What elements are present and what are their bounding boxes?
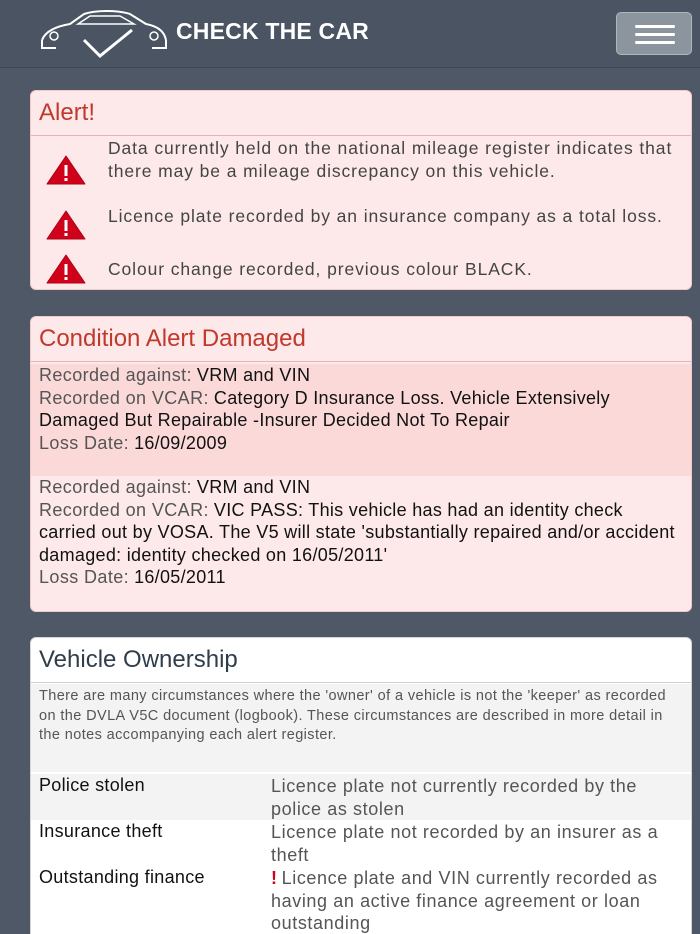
ownership-intro-text: There are many circumstances where the 'owner' of a vehicle is not the 'keeper' as recorded on the DVLA V5C document (logbook). These circumstances are described in more detail in the notes accompanying each alert register.	[31, 684, 691, 772]
recorded-against-value: VRM and VIN	[196, 365, 311, 385]
ownership-row-value	[271, 867, 679, 934]
alert-item	[31, 205, 691, 251]
loss-date-value: 16/09/2009	[134, 432, 228, 453]
recorded-on-line	[39, 499, 683, 567]
ownership-row	[31, 866, 691, 934]
condition-record	[31, 476, 691, 612]
alert-item-text: Licence plate recorded by an insurance company as a total loss.	[108, 206, 663, 226]
condition-alert-panel	[30, 316, 692, 612]
recorded-on-value: VIC PASS: This vehicle has had an identity check carried out by VOSA. The V5 will state 'substantially repaired and/or accident damaged: identity checked on 16/05/2011'	[39, 499, 675, 565]
ownership-row-value-text: Licence plate not currently recorded by the police as stolen	[271, 776, 637, 819]
alert-item-text: Colour change recorded, previous colour BLACK.	[108, 259, 533, 279]
alert-panel-title: Alert!	[31, 91, 691, 136]
warning-triangle-icon	[45, 253, 87, 285]
hamburger-icon	[635, 25, 675, 28]
vehicle-ownership-title: Vehicle Ownership	[31, 638, 691, 683]
menu-button[interactable]	[616, 12, 692, 55]
recorded-on-value: Category D Insurance Loss. Vehicle Extensively Damaged But Repairable -Insurer Decided Not To Repair	[39, 387, 610, 430]
warning-triangle-icon	[45, 154, 87, 186]
recorded-on-label: Recorded on VCAR:	[39, 499, 209, 520]
recorded-against-value: VRM and VIN	[196, 477, 311, 497]
alert-item	[31, 253, 691, 287]
ownership-row-value	[271, 775, 679, 820]
alert-item-text: Data currently held on the national mileage register indicates that there may be a mileage discrepancy on this vehicle.	[108, 138, 673, 181]
loss-date-label: Loss Date:	[39, 567, 130, 587]
brand-title[interactable]: CHECK THE CAR	[176, 18, 369, 44]
condition-record	[31, 364, 691, 476]
loss-date-line	[39, 566, 683, 589]
warning-triangle-icon	[45, 209, 87, 241]
loss-date-line	[39, 432, 683, 455]
alert-item	[31, 137, 691, 203]
ownership-row	[31, 820, 691, 866]
hamburger-icon-bar	[635, 41, 675, 44]
ownership-row-label: Insurance theft	[39, 821, 163, 841]
ownership-row-label: Outstanding finance	[39, 867, 205, 887]
ownership-row-value-text: Licence plate not recorded by an insurer as a theft	[271, 822, 659, 865]
recorded-against-line	[39, 364, 683, 387]
recorded-against-label: Recorded against:	[39, 477, 192, 497]
hamburger-icon-bar	[635, 33, 675, 36]
vehicle-ownership-panel	[30, 637, 692, 934]
exclamation-alert-icon: !	[271, 868, 278, 888]
ownership-row-value	[271, 821, 679, 866]
ownership-row-label: Police stolen	[39, 775, 145, 795]
recorded-against-line	[39, 476, 683, 499]
recorded-against-label: Recorded against:	[39, 365, 192, 385]
recorded-on-line	[39, 387, 683, 432]
navbar	[0, 0, 700, 68]
ownership-row-value-text: Licence plate and VIN currently recorded as having an active finance agreement or loan outstanding	[271, 868, 658, 933]
ownership-row	[31, 774, 691, 820]
loss-date-label: Loss Date:	[39, 432, 130, 453]
car-check-logo-icon[interactable]	[36, 8, 170, 62]
loss-date-value: 16/05/2011	[134, 567, 226, 587]
condition-alert-title: Condition Alert Damaged	[31, 317, 691, 362]
alert-panel	[30, 90, 692, 290]
recorded-on-label: Recorded on VCAR:	[39, 387, 209, 408]
